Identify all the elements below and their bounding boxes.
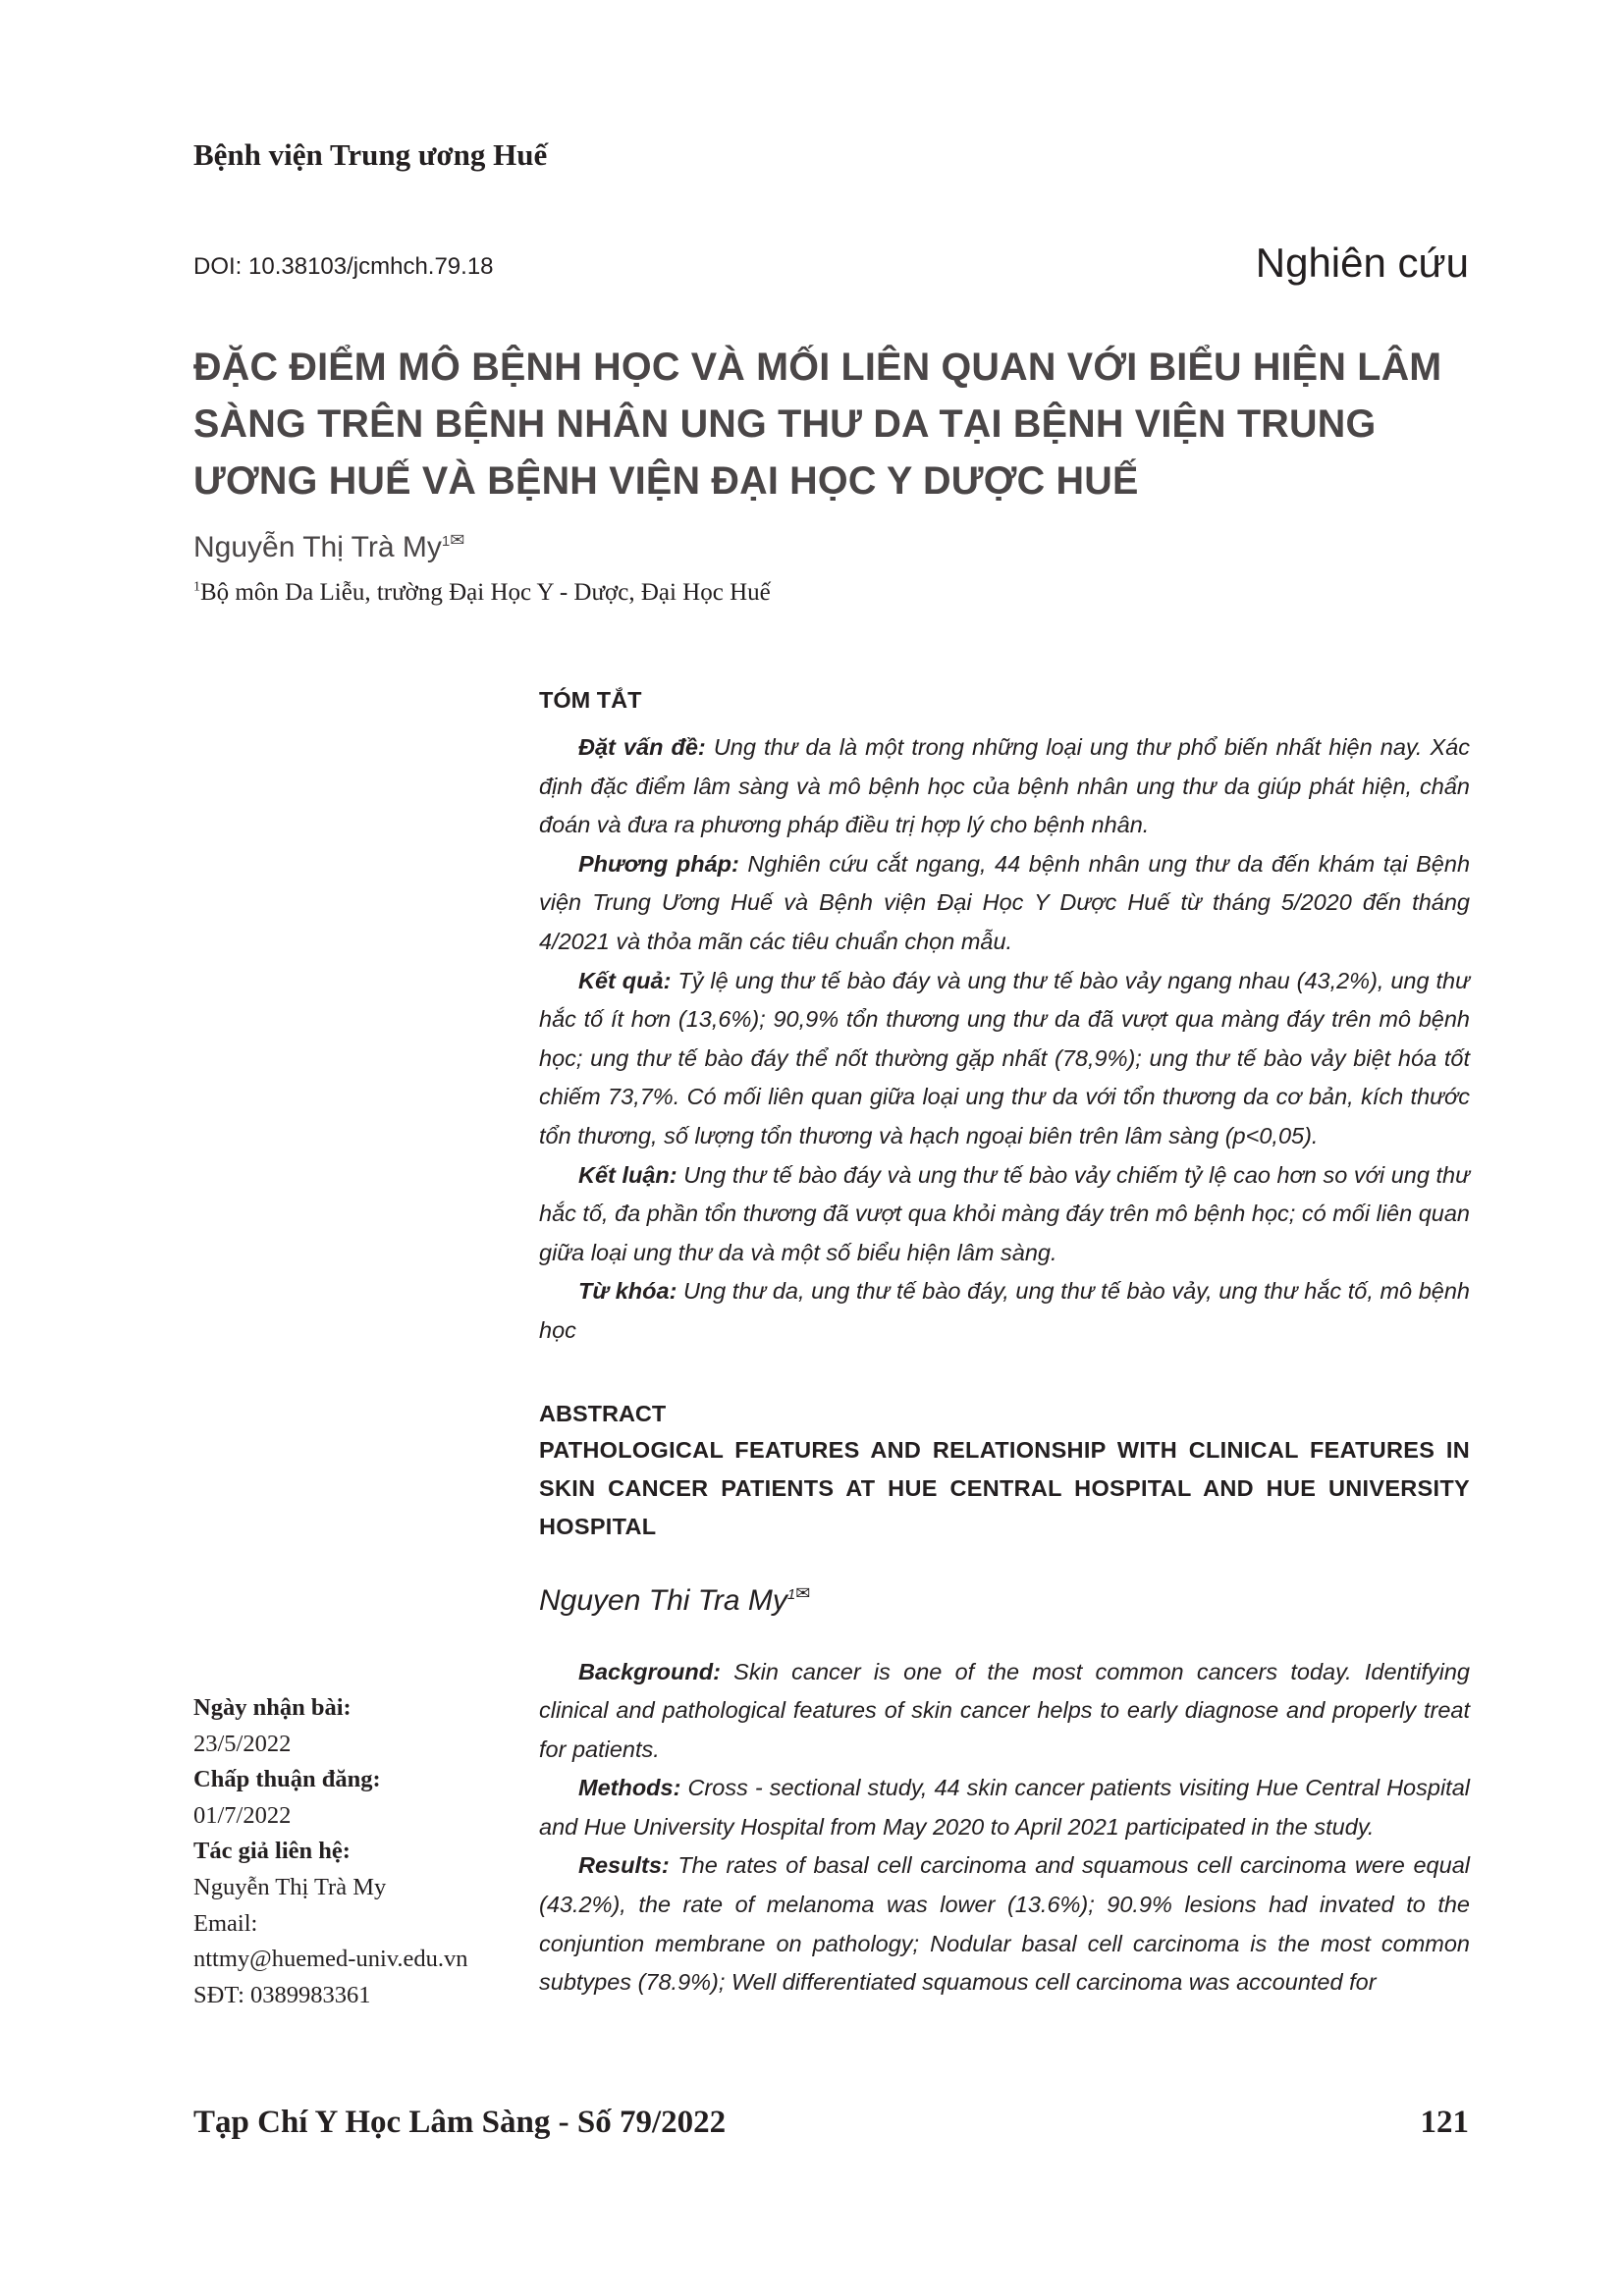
para-label: Results: [578,1852,670,1879]
summary-paragraph [539,728,1470,845]
received-label: Ngày nhận bài: [193,1694,352,1721]
phone: SĐT: 0389983361 [193,1981,371,2008]
article-title: ĐẶC ĐIỂM MÔ BỆNH HỌC VÀ MỐI LIÊN QUAN VỚI BIỂU HIỆN LÂM SÀNG TRÊN BỆNH NHÂN UNG THƯ DA TẠI BỆNH VIỆN TRUNG ƯƠNG HUẾ VÀ BỆNH VIỆN ĐẠI HỌC Y DƯỢC HUẾ [193,346,1442,503]
para-text: Tỷ lệ ung thư tế bào đáy và ung thư tế bào vảy ngang nhau (43,2%), ung thư hắc tố ít hơn (13,6%); 90,9% tổn thương ung thư da đã vượt qua màng đáy trên mô bệnh học; ung thư tế bào đáy thể nốt thường gặp nhất (78,9%); ung thư tế bào vảy biệt hóa tốt chiếm 73,7%. Có mối liên quan giữa loại ung thư da với tổn thương da cơ bản, kích thước tổn thương, số lượng tổn thương và hạch ngoại biên trên lâm sàng (p<0,05). [539,967,1470,1148]
para-text: Nghiên cứu cắt ngang, 44 bệnh nhân ung thư da đến khám tại Bệnh viện Trung Ương Huế và Bệnh viện Đại Học Y Dược Huế từ tháng 5/2020 đến tháng 4/2021 và thỏa mãn các tiêu chuẩn chọn mẫu. [539,850,1471,954]
para-text: The rates of basal cell carcinoma and squamous cell carcinoma were equal (43.2%), the rate of melanoma was lower (13.6%); 90.9% lesions had invated to the conjuntion membrane on pathology; Nodular basal cell carcinoma is the most common subtypes (78.9%); Well differentiated squamous cell carcinoma was accounted for [539,1852,1470,1996]
accepted-label: Chấp thuận đăng: [193,1766,381,1793]
para-label: Kết quả: [578,967,672,993]
para-text: Skin cancer is one of the most common cancers today. Identifying clinical and pathological features of skin cancer helps to early diagnose and properly treat for patients. [539,1658,1470,1762]
author-vi-name: Nguyễn Thị Trà My [193,531,442,563]
affiliation-sup: 1 [193,579,200,595]
affiliation-text: Bộ môn Da Liễu, trường Đại Học Y - Dược, Đại Học Huế [200,579,771,606]
para-text: Ung thư tế bào đáy và ung thư tế bào vảy chiếm tỷ lệ cao hơn so với ung thư hắc tố, đa phần tổn thương đã vượt qua khỏi màng đáy trên mô bệnh học; có mối liên quan giữa loại ung thư da và một số biểu hiện lâm sàng. [539,1161,1471,1265]
article-info-sidebar [193,1690,527,2013]
doi[interactable]: DOI: 10.38103/jcmhch.79.18 [193,253,494,280]
para-text: Cross - sectional study, 44 skin cancer patients visiting Hue Central Hospital and Hue University Hospital from May 2020 to April 2021 participated in the study. [539,1775,1470,1840]
footer-journal: Tạp Chí Y Học Lâm Sàng - Số 79/2022 [193,2105,727,2140]
running-header: Bệnh viện Trung ương Huế [193,137,548,172]
author-en [539,1583,1470,1618]
author-en-name: Nguyen Thi Tra My [539,1583,787,1617]
email-value[interactable]: nttmy@huemed-univ.edu.vn [193,1946,468,1973]
author-en-sup: 1 [786,1585,796,1603]
envelope-icon: ✉ [450,530,465,550]
abstract-paragraph [539,1653,1470,1770]
contact-name: Nguyễn Thị Trà My [193,1873,387,1900]
para-label: Methods: [578,1775,681,1801]
accepted-value: 01/7/2022 [193,1801,292,1829]
affiliation [193,579,771,607]
page-number: 121 [1420,2105,1469,2140]
abstract-paragraph [539,1769,1470,1846]
contact-label: Tác giả liên hệ: [193,1838,351,1865]
abstract-title: PATHOLOGICAL FEATURES AND RELATIONSHIP WITH CLINICAL FEATURES IN SKIN CANCER PATIENTS AT HUE CENTRAL HOSPITAL AND HUE UNIVERSITY HOSPITAL [539,1436,1470,1539]
abstract-paragraph [539,1846,1470,2002]
summary-paragraph [539,962,1470,1156]
author-vi [193,530,464,564]
para-label: Background: [578,1658,721,1684]
summary-paragraph [539,1272,1470,1350]
main-column [539,687,1470,2002]
para-label: Đặt vấn đề: [578,734,706,760]
para-text: Ung thư da, ung thư tế bào đáy, ung thư tế bào vảy, ung thư hắc tố, mô bệnh học [539,1278,1470,1343]
para-label: Từ khóa: [578,1278,677,1305]
author-vi-sup: 1 [441,533,451,550]
summary-heading: TÓM TẮT [539,687,642,713]
section-label: Nghiên cứu [1255,240,1469,286]
para-label: Phương pháp: [578,850,739,877]
abstract-heading: ABSTRACT [539,1400,667,1426]
para-label: Kết luận: [578,1161,677,1188]
received-value: 23/5/2022 [193,1730,292,1757]
summary-paragraph [539,845,1470,962]
envelope-icon: ✉ [795,1582,811,1603]
para-text: Ung thư da là một trong những loại ung thư phổ biến nhất hiện nay. Xác định đặc điểm lâm sàng và mô bệnh học của bệnh nhân ung thư da giúp phát hiện, chẩn đoán và đưa ra phương pháp điều trị hợp lý cho bệnh nhân. [539,734,1470,838]
summary-paragraph [539,1156,1470,1273]
email-label: Email: [193,1909,258,1937]
